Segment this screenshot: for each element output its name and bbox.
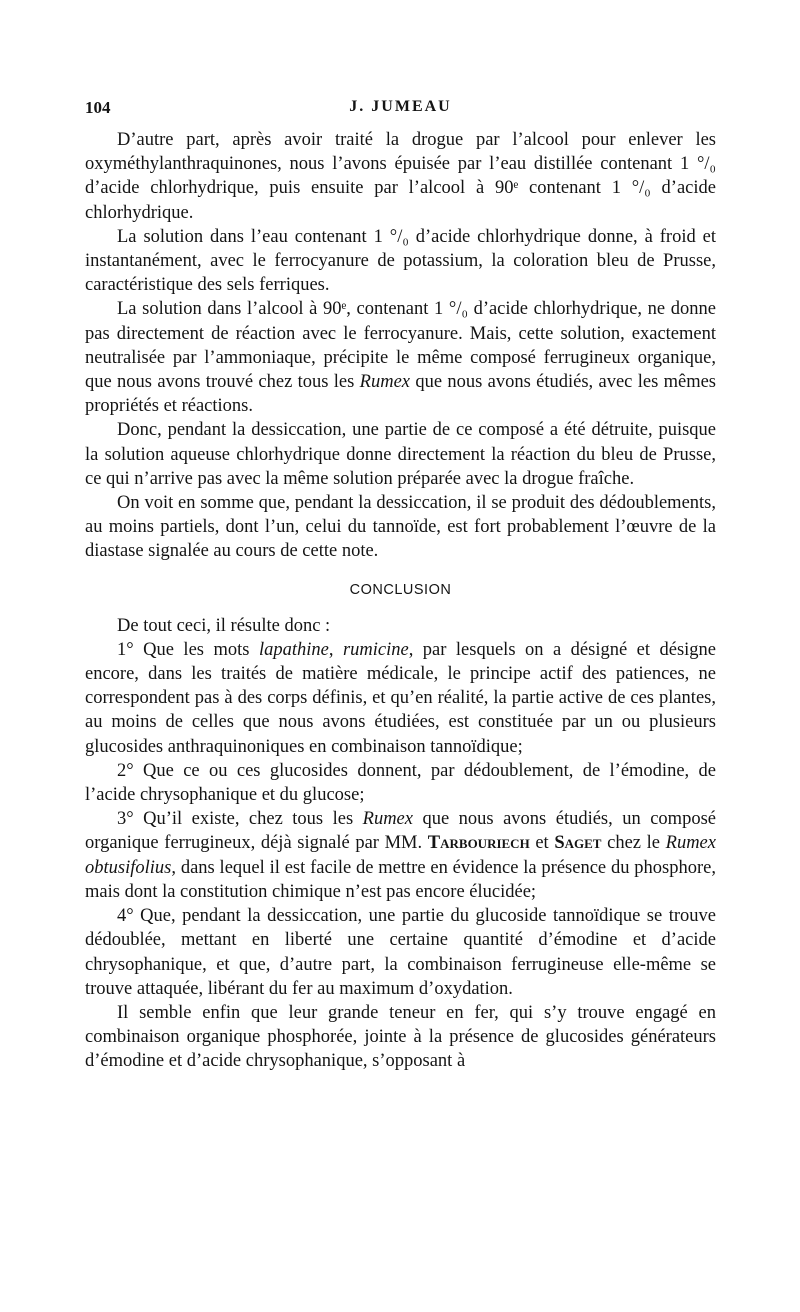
paragraph xyxy=(85,638,716,759)
paragraph: 2° Que ce ou ces glucosides donnent, par dédoublement, de l’émodine, de l’acide chrysophanique et du glucose; xyxy=(85,760,716,806)
paragraph: Donc, pendant la dessiccation, une partie de ce composé a été détruite, puisque la solution aqueuse chlorhydrique donne directement la réaction du bleu de Prusse, ce qui n’arrive pas avec la même solution préparée avec la drogue fraîche. xyxy=(85,420,716,489)
paragraph: 4° Que, pendant la dessiccation, une partie du glucoside tannoïdique se trouve dédoublée, mettant en liberté une certaine quantité d’émodine et d’acide chrysophanique, et que, d’autre part, la combinaison ferrugineuse elle-même se trouve attaquée, libérant du fer au maximum d’oxydation. xyxy=(85,906,716,999)
paragraph xyxy=(85,807,716,904)
page-number: 104 xyxy=(85,98,111,117)
italic-term: Rumex xyxy=(362,809,413,830)
text-run: et xyxy=(529,833,555,854)
text-run: 1° Que les mots xyxy=(117,639,259,660)
paragraph xyxy=(85,297,716,418)
paragraph: D’autre part, après avoir traité la drogue par l’alcool pour enlever les oxyméthylanthraquinones, nous l’avons épuisée par l’eau distillée contenant 1 °/₀ d’acide chlorhydrique, puis ensuite par l’alcool à 90ᵉ contenant 1 °/₀ d’acide chlorhydrique. xyxy=(85,130,716,223)
section-heading: CONCLUSION xyxy=(349,581,452,598)
text-run: que nous avons étudiés, un composé organique ferrugineux, déjà signalé par MM. xyxy=(85,809,716,854)
italic-term: rumicine xyxy=(342,639,409,660)
text-run: que nous avons étudiés, avec les mêmes propriétés et réactions. xyxy=(85,372,717,417)
paragraph: De tout ceci, il résulte donc : xyxy=(117,615,331,636)
author-name: Saget xyxy=(554,833,602,854)
italic-term: Rumex obtusifolius xyxy=(85,833,716,878)
body-text xyxy=(85,128,716,1074)
text-run: chez le xyxy=(601,833,666,854)
text-run: , dans lequel il est facile de mettre en évidence la présence du phosphore, mais dont la constitution chimique n’est pas encore élucidée; xyxy=(85,857,716,902)
text-run: La solution dans l’alcool à 90ᵉ, contenant 1 °/₀ d’acide chlorhydrique, ne donne pas directement de réaction avec le ferrocyanure. Mais, cette solution, exactement neutralisée par l’ammoniaque, précipite le même composé ferrugineux organique, que nous avons trouvé chez tous les xyxy=(85,299,716,393)
text-run: 3° Qu’il existe, chez tous les xyxy=(117,809,363,830)
italic-term: Rumex xyxy=(359,372,411,393)
paragraph: Il semble enfin que leur grande teneur en fer, qui s’y trouve engagé en combinaison organique phosphorée, jointe à la présence de glucosides générateurs d’émodine et d’acide chrysophanique, s’opposant à xyxy=(85,1002,716,1072)
page-header xyxy=(85,98,716,118)
paragraph: On voit en somme que, pendant la dessiccation, il se produit des dédoublements, au moins partiels, dont l’un, celui du tannoïde, est fort probablement l’œuvre de la diastase signalée au cours de cette note. xyxy=(85,493,716,562)
running-head: J. JUMEAU xyxy=(349,98,452,115)
text-run: , xyxy=(328,639,343,660)
paragraph: La solution dans l’eau contenant 1 °/₀ d’acide chlorhydrique donne, à froid et instantanément, avec le ferrocyanure de potassium, la coloration bleu de Prusse, caractéristique des sels ferriques. xyxy=(85,226,716,296)
italic-term: lapathine xyxy=(258,639,329,660)
text-run: , par lesquels on a désigné et désigne encore, dans les traités de matière médicale, le principe actif des patiences, ne correspondent pas à des corps définis, et qu’en réalité, la partie active de ces plantes, au moins de celles que nous avons étudiées, est constituée par un ou plusieurs glucosides anthraquinoniques en combinaison tannoïdique; xyxy=(85,639,717,757)
author-name: Tarbouriech xyxy=(427,833,530,854)
